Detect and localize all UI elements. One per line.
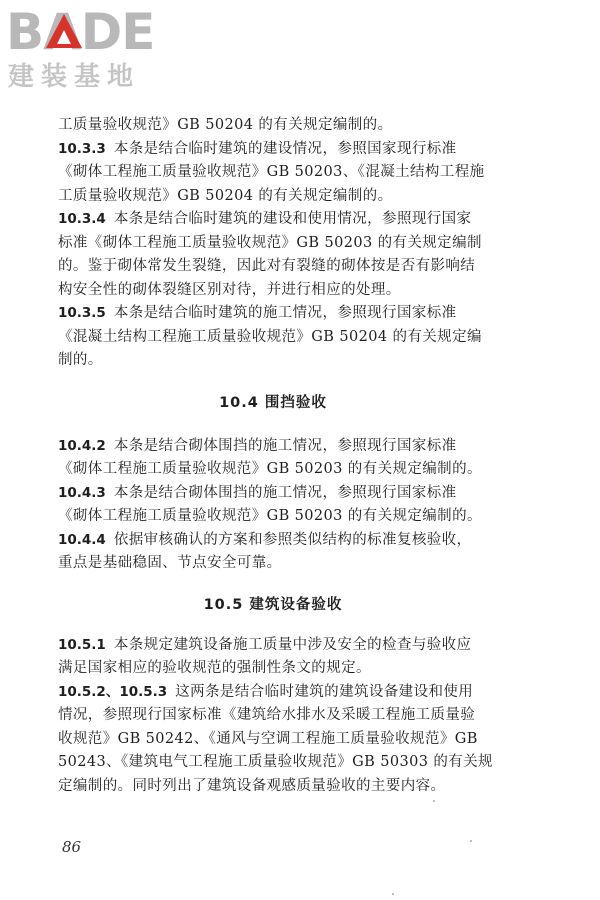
clause-start-line	[58, 302, 488, 326]
clause-text: 情况，参照现行国家标准《建筑给水排水及采暖工程施工质量验	[58, 707, 476, 723]
clause-text: 本条是结合临时建筑的建设和使用情况，参照现行国家	[113, 211, 472, 227]
clause-text: 制的。	[58, 352, 103, 368]
clause-number: 10.4.2	[58, 437, 106, 454]
text-line	[58, 185, 488, 209]
clause-text: 工质量验收规范》GB 50204 的有关规定编制的。	[58, 187, 393, 204]
clause-number: 10.5.2、10.5.3	[58, 683, 168, 700]
clause-text: 这两条是结合临时建筑的建筑设备建设和使用	[175, 683, 474, 700]
text-line	[58, 279, 488, 303]
text-line	[58, 349, 488, 373]
clause-text: 50243、《建筑电气工程施工质量验收规范》GB 50303 的有关规	[58, 754, 493, 770]
clause-number: 10.4.3	[58, 484, 106, 501]
clause-start-line	[58, 634, 488, 658]
text-line	[58, 728, 488, 752]
page-body	[58, 114, 493, 798]
clause-text: 定编制的。同时列出了建筑设备观感质量验收的主要内容。	[58, 777, 446, 794]
clause-text: 满足国家相应的验收规范的强制性条文的规定。	[58, 660, 371, 676]
text-line	[58, 326, 488, 350]
text-line	[58, 114, 488, 138]
text-line	[58, 657, 488, 681]
clause-text: 重点是基础稳固、节点安全可靠。	[58, 555, 282, 571]
clause-number: 10.5.1	[58, 636, 106, 653]
clause-start-line	[58, 208, 488, 232]
logo-roof-cutout	[57, 30, 71, 44]
clause-start-line	[58, 482, 488, 506]
clause-text: 本条是结合临时建筑的建设情况，参照国家现行标准	[113, 140, 457, 157]
text-line	[58, 458, 488, 482]
clause-text: 依据审核确认的方案和参照类似结构的标准复核验收，	[113, 531, 472, 548]
text-line	[58, 255, 488, 279]
clause-text: 《混凝土结构工程施工质量验收规范》GB 50204 的有关规定编	[58, 328, 482, 345]
clause-start-line	[58, 681, 488, 705]
logo-wordmark: BADE	[6, 3, 155, 61]
clause-text: 工质量验收规范》GB 50204 的有关规定编制的。	[58, 117, 393, 133]
clause-text: 收规范》GB 50242、《通风与空调工程施工质量验收规范》GB	[58, 730, 478, 747]
clause-text: 本条规定建筑设备施工质量中涉及安全的检查与验收应	[113, 636, 472, 653]
clause-text: 本条是结合砌体围挡的施工情况，参照现行国家标准	[113, 437, 457, 454]
text-line	[58, 232, 488, 256]
text-line	[58, 552, 488, 576]
scan-speck	[392, 893, 394, 895]
section-heading: 10.5 建筑设备验收	[203, 596, 343, 613]
section-heading: 10.4 围挡验收	[219, 394, 327, 411]
text-line	[58, 505, 488, 529]
clause-number: 10.3.5	[58, 305, 106, 321]
clause-text: 构安全性的砌体裂缝区别对待，并进行相应的处理。	[58, 281, 401, 298]
clause-number: 10.3.4	[58, 211, 106, 227]
clause-text: 本条是结合临时建筑的施工情况，参照现行国家标准	[113, 305, 457, 321]
logo-tagline: 建装基地	[8, 62, 141, 92]
clause-start-line	[58, 435, 488, 459]
clause-text: 的。鉴于砌体常发生裂缝，因此对有裂缝的砌体按是否有影响结	[58, 258, 476, 274]
scan-speck	[470, 840, 472, 842]
clause-text: 标准《砌体工程施工质量验收规范》GB 50203 的有关规定编制	[58, 234, 482, 251]
text-line	[58, 161, 488, 185]
clause-text: 《砌体工程施工质量验收规范》GB 50203 的有关规定编制的。	[58, 461, 482, 477]
clause-number: 10.3.3	[58, 140, 106, 157]
clause-text: 本条是结合砌体围挡的施工情况，参照现行国家标准	[113, 484, 457, 501]
clause-start-line	[58, 138, 488, 162]
clause-text: 《砌体工程施工质量验收规范》GB 50203、《混凝土结构工程施	[58, 164, 485, 180]
clause-text: 《砌体工程施工质量验收规范》GB 50203 的有关规定编制的。	[58, 508, 482, 524]
text-line	[58, 751, 493, 775]
text-line	[58, 775, 488, 799]
text-line	[58, 704, 488, 728]
clause-start-line	[58, 529, 488, 553]
brand-logo	[6, 4, 186, 94]
clause-number: 10.4.4	[58, 531, 106, 548]
page-number: 86	[62, 838, 82, 856]
scan-speck	[433, 800, 435, 802]
